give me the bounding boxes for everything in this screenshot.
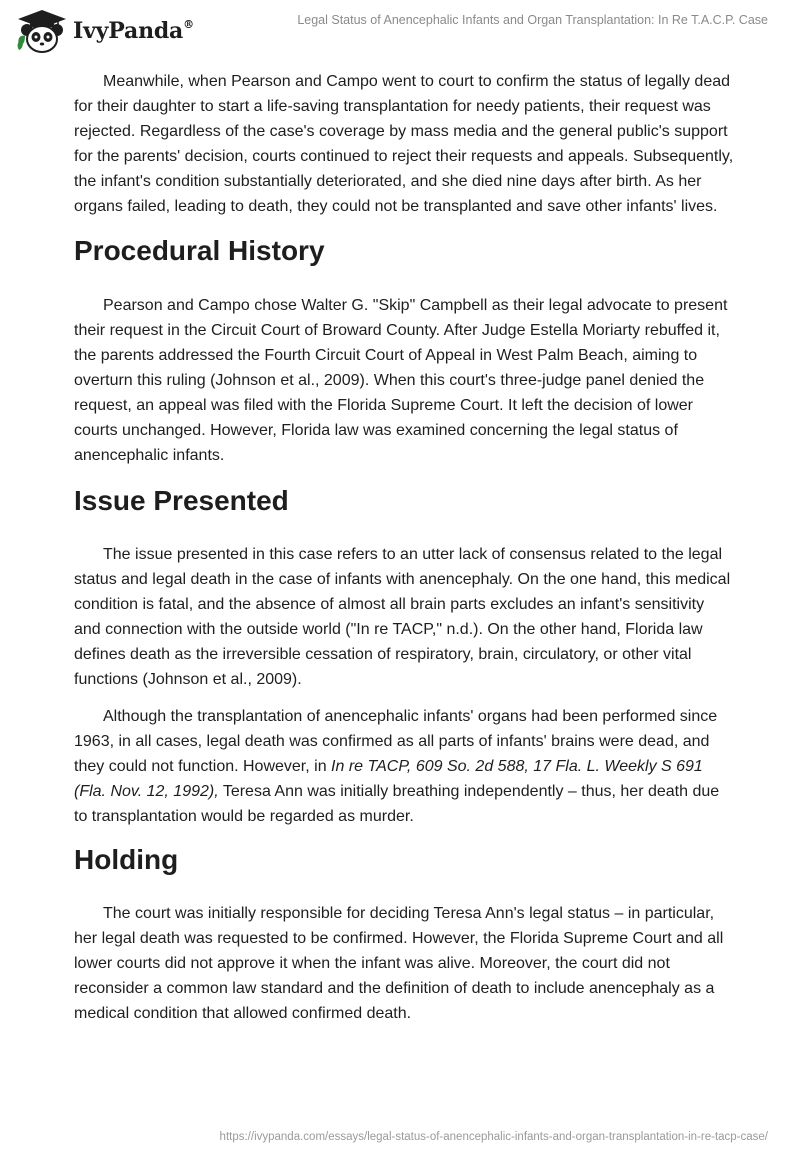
essay-content [74, 69, 734, 1038]
page-header [0, 0, 800, 66]
registered-mark: ® [183, 17, 194, 31]
issue-p2-text-after: Teresa Ann was initially breathing independently – thus, her death due to transplantation would be regarded as murder. [74, 783, 720, 825]
case-citation: In re TACP, 609 So. 2d 588, 17 Fla. L. Weekly S 691 (Fla. Nov. 12, 1992), [74, 758, 703, 800]
issue-paragraph-1: The issue presented in this case refers to an utter lack of consensus related to the legal status and legal death in the case of infants with anencephaly. On the one hand, this medical condition is fatal, and the absence of almost all brain parts excludes an infant's sensitivity and connection with the outside world ("In re TACP," n.d.). On the other hand, Florida law defines death as the irreversible cessation of respiratory, brain, circulatory, or other vital functions (Johnson et al., 2009). [74, 546, 731, 688]
ivypanda-logo[interactable] [14, 6, 194, 56]
issue-p2-text-before: Although the transplantation of anencephalic infants' organs had been performed since 1963, in all cases, legal death was confirmed as all parts of infants' brains were dead, and they could not function. However, in [74, 708, 718, 775]
procedural-paragraph: Pearson and Campo chose Walter G. "Skip" Campbell as their legal advocate to present their request in the Circuit Court of Broward County. After Judge Estella Moriarty rebuffed it, the parents addressed the Fourth Circuit Court of Appeal in West Palm Beach, aiming to overturn this ruling (Johnson et al., 2009). When this court's three-judge panel denied the request, an appeal was filed with the Florida Supreme Court. It left the decision of lower courts unchanged. However, Florida law was examined concerning the legal status of anencephalic infants. [74, 297, 728, 464]
intro-paragraph: Meanwhile, when Pearson and Campo went to court to confirm the status of legally dead for their daughter to start a life-saving transplantation for needy patients, their request was rejected. Regardless of the case's coverage by mass media and the general public's support for the parents' decision, courts continued to reject their requests and appeals. Subsequently, the infant's condition substantially deteriorated, and she died nine days after birth. As her organs failed, leading to death, they could not be transplanted and save other infants' lives. [74, 73, 734, 215]
brand-name [73, 18, 194, 44]
issue-paragraph-2 [74, 704, 734, 829]
holding-paragraph: The court was initially responsible for deciding Teresa Ann's legal status – in particular, her legal death was requested to be confirmed. However, the Florida Supreme Court and all lower courts did not approve it when the infant was alive. Moreover, the court did not reconsider a common law standard and the definition of death to include anencephaly as a medical condition that allowed confirmed death. [74, 905, 724, 1022]
heading-issue-presented: Issue Presented [74, 485, 289, 516]
source-url[interactable]: https://ivypanda.com/essays/legal-status-of-anencephalic-infants-and-organ-transplantation-in-re-tacp-case/ [219, 1131, 768, 1143]
brand-text: IvyPanda [73, 18, 184, 44]
heading-holding: Holding [74, 844, 179, 875]
heading-procedural-history: Procedural History [74, 235, 325, 266]
running-title: Legal Status of Anencephalic Infants and Organ Transplantation: In Re T.A.C.P. Case [297, 13, 768, 27]
panda-graduate-icon [14, 6, 70, 56]
